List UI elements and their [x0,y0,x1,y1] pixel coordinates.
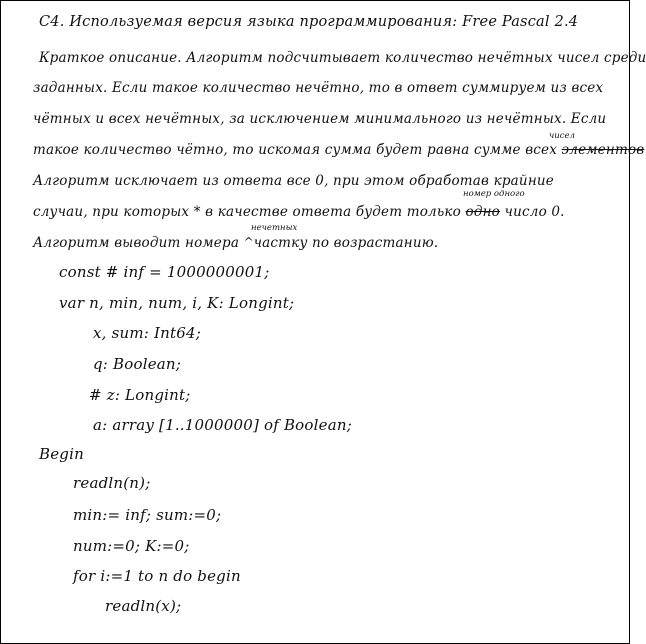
insertion-mark: * [193,204,201,220]
code-line-readln-x: readln(x); [105,597,182,615]
code-line-q: q: Boolean; [93,355,182,373]
code-line-var: var n, min, num, i, K: Longint; [59,294,295,312]
description-line-6-start: случаи, при которых [33,204,190,220]
inserted-word-caret: нечетных [251,223,298,233]
description-line-5: Алгоритм исключает из ответа все 0, при этом обработав крайние [33,173,554,189]
code-line-begin: Begin [39,445,84,463]
code-line-x-sum: x, sum: Int64; [93,324,201,342]
description-line-4 [33,142,644,158]
struck-word-2: одно [465,204,501,220]
description-line-6-middle: в качестве ответа будет только [205,204,461,220]
description-line-2: заданных. Если такое количество нечётно, то в ответ суммируем из всех [33,80,604,96]
description-line-7 [33,235,438,251]
description-line-4-text: такое количество чётно, то искомая сумма будет равна сумме всех [33,142,558,158]
task-header: С4. Используемая версия языка программирования: Free Pascal 2.4 [39,14,579,30]
inserted-words-above: номер одного [463,189,525,199]
inserted-word-above: чисел [549,131,575,141]
code-line-const: const # inf = 1000000001; [59,263,270,281]
code-line-num-k: num:=0; K:=0; [73,537,190,555]
code-line-array: a: array [1..1000000] of Boolean; [93,416,352,434]
code-line-z: # z: Longint; [89,386,191,404]
code-line-for: for i:=1 to n do begin [73,567,241,585]
code-line-readln-n: readln(n); [73,474,151,492]
struck-word: элементов [561,142,645,158]
description-line-1: Краткое описание. Алгоритм подсчитывает количество нечётных чисел среди [39,50,646,66]
caret-mark: ^ [243,235,254,249]
description-line-3: чётных и всех нечётных, за исключением минимального из нечётных. Если [33,111,607,127]
code-line-min-sum: min:= inf; sum:=0; [73,506,222,524]
description-line-7-end: частку по возрастанию. [253,235,439,251]
description-line-6-end: число 0. [504,204,565,220]
description-line-7-start: Алгоритм выводит номера [33,235,240,251]
description-line-6 [33,204,565,220]
